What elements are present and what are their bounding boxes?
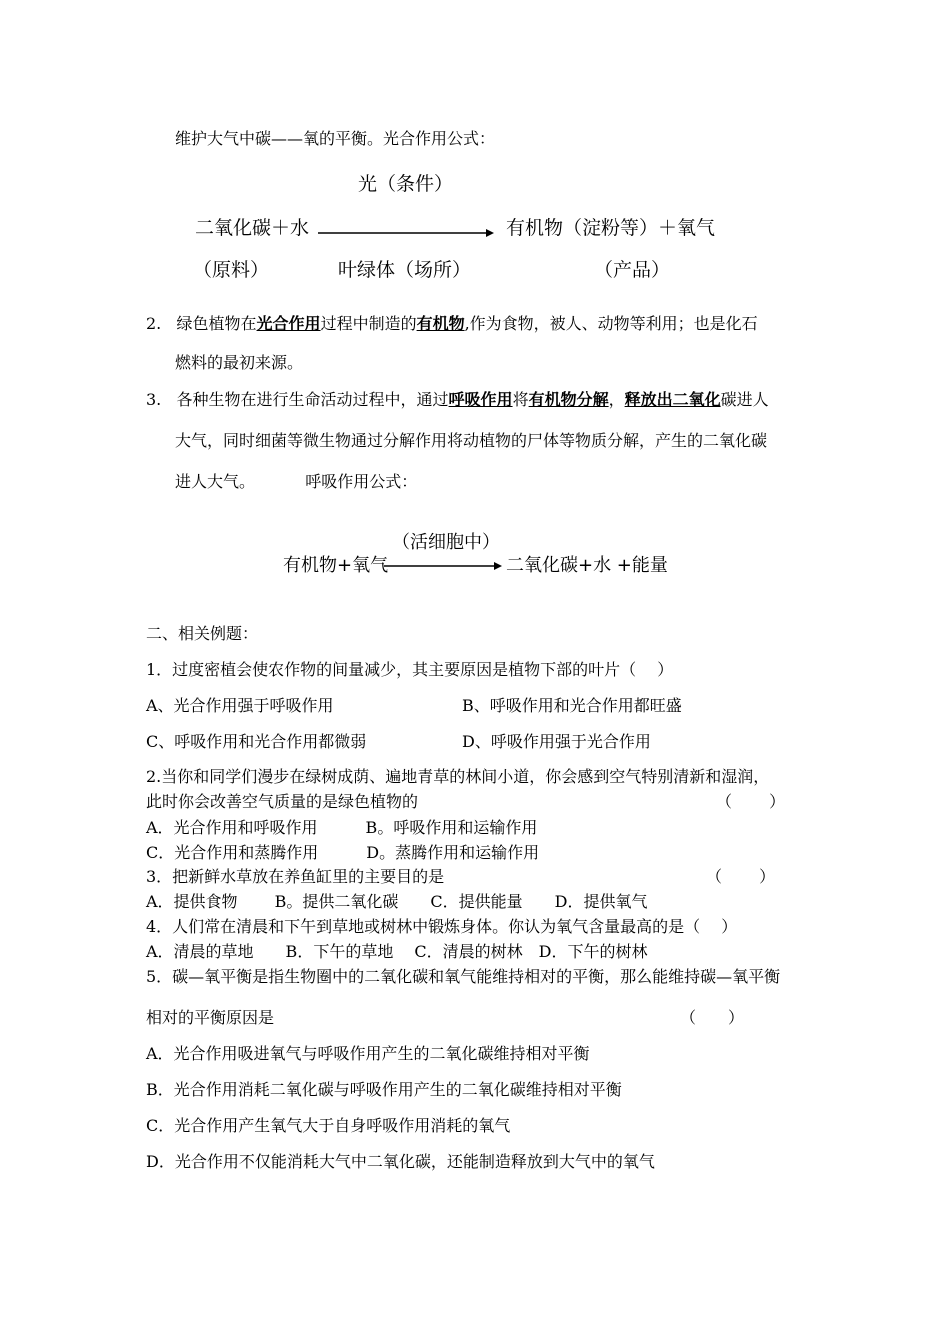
label-raw-material: （原料） [193, 259, 270, 281]
photosynthesis-condition: 光（条件） [358, 173, 454, 195]
intro-line: 维护大气中碳——氧的平衡。光合作用公式： [175, 129, 496, 148]
respiration-left: 有机物+氧气 [283, 555, 389, 576]
point2-text: 过程中制造的 [320, 314, 417, 333]
point2-line2: 燃料的最初来源。 [175, 353, 304, 372]
q1-option-d: D、呼吸作用强于光合作用 [462, 732, 651, 751]
point3-keyword-decompose: 有机物分解 [528, 390, 609, 409]
q4-stem: 4．人们常在清晨和下午到草地或树林中锻炼身体。你认为氧气含量最高的是（ ） [146, 917, 738, 936]
q5-option-c: C．光合作用产生氧气大于自身呼吸作用消耗的氧气 [146, 1116, 511, 1135]
point3-line1 [146, 390, 769, 410]
q1-option-a: A、光合作用强于呼吸作用 [146, 696, 334, 715]
q3-answer-paren: （ ） [706, 867, 776, 886]
respiration-right: 二氧化碳+水 +能量 [506, 555, 668, 576]
q5-answer-paren: （ ） [680, 1008, 745, 1027]
point2-keyword-organic: 有机物 [416, 314, 465, 333]
q2-options-ab: A．光合作用和呼吸作用 B。呼吸作用和运输作用 [146, 818, 538, 837]
q2-stem-line2: 此时你会改善空气质量的是绿色植物的 [146, 792, 419, 811]
q5-stem-line2: 相对的平衡原因是 [146, 1008, 275, 1027]
point2-text: ,作为食物，被人、动物等利用；也是化石 [464, 314, 758, 333]
point3-keyword-release: 释放出二氧化 [624, 390, 721, 409]
label-product: （产品） [594, 259, 671, 281]
q5-stem-line1: 5．碳—氧平衡是指生物圈中的二氧化碳和氧气能维持相对的平衡，那么能维持碳—氧平衡 [146, 967, 781, 986]
q1-option-c: C、呼吸作用和光合作用都微弱 [146, 732, 367, 751]
point2-line1 [146, 314, 758, 334]
respiration-condition: （活细胞中） [392, 532, 500, 553]
q2-options-cd: C．光合作用和蒸腾作用 D。蒸腾作用和运输作用 [146, 843, 540, 862]
q3-options: A．提供食物 B。提供二氧化碳 C．提供能量 D．提供氧气 [146, 892, 648, 911]
photosynthesis-products: 有机物（淀粉等）＋氧气 [506, 217, 716, 239]
point3-text: 各种生物在进行生命活动过程中，通过 [176, 390, 449, 409]
point3-text: 碳进人 [720, 390, 769, 409]
q5-option-d: D．光合作用不仅能消耗大气中二氧化碳，还能制造释放到大气中的氧气 [146, 1152, 655, 1171]
q2-answer-paren: （ ） [716, 792, 786, 811]
point2-text: 绿色植物在 [176, 314, 257, 333]
q3-stem: 3．把新鲜水草放在养鱼缸里的主要目的是 [146, 867, 445, 886]
respiration-arrow [384, 561, 502, 571]
q2-stem-line1: 2.当你和同学们漫步在绿树成荫、遍地青草的林间小道，你会感到空气特别清新和湿润， [146, 767, 770, 786]
label-site: 叶绿体（场所） [338, 259, 472, 281]
q1-option-b: B、呼吸作用和光合作用都旺盛 [462, 696, 682, 715]
q1-stem: 1．过度密植会使农作物的间量减少，其主要原因是植物下部的叶片（ ） [146, 660, 674, 679]
photosynthesis-arrow [318, 228, 494, 238]
q5-option-a: A．光合作用吸进氧气与呼吸作用产生的二氧化碳维持相对平衡 [146, 1044, 590, 1063]
q4-options: A．清晨的草地 B．下午的草地 C．清晨的树林 D．下午的树林 [146, 942, 648, 961]
point3-line2: 大气，同时细菌等微生物通过分解作用将动植物的尸体等物质分解，产生的二氧化碳 [175, 431, 768, 450]
point3-number: 3. [146, 390, 162, 409]
point3-text: 将 [512, 390, 529, 409]
point3-text: ， [608, 390, 625, 409]
respiration-formula-label: 呼吸作用公式： [305, 472, 418, 491]
photosynthesis-reactants: 二氧化碳＋水 [195, 217, 310, 239]
point3-line3 [175, 472, 417, 492]
q5-option-b: B．光合作用消耗二氧化碳与呼吸作用产生的二氧化碳维持相对平衡 [146, 1080, 622, 1099]
point3-keyword-respiration: 呼吸作用 [448, 390, 513, 409]
point2-keyword-photosynthesis: 光合作用 [256, 314, 321, 333]
section-title: 二、相关例题： [146, 624, 259, 643]
point3-text: 进人大气。 [175, 472, 256, 491]
point2-number: 2. [146, 314, 162, 333]
